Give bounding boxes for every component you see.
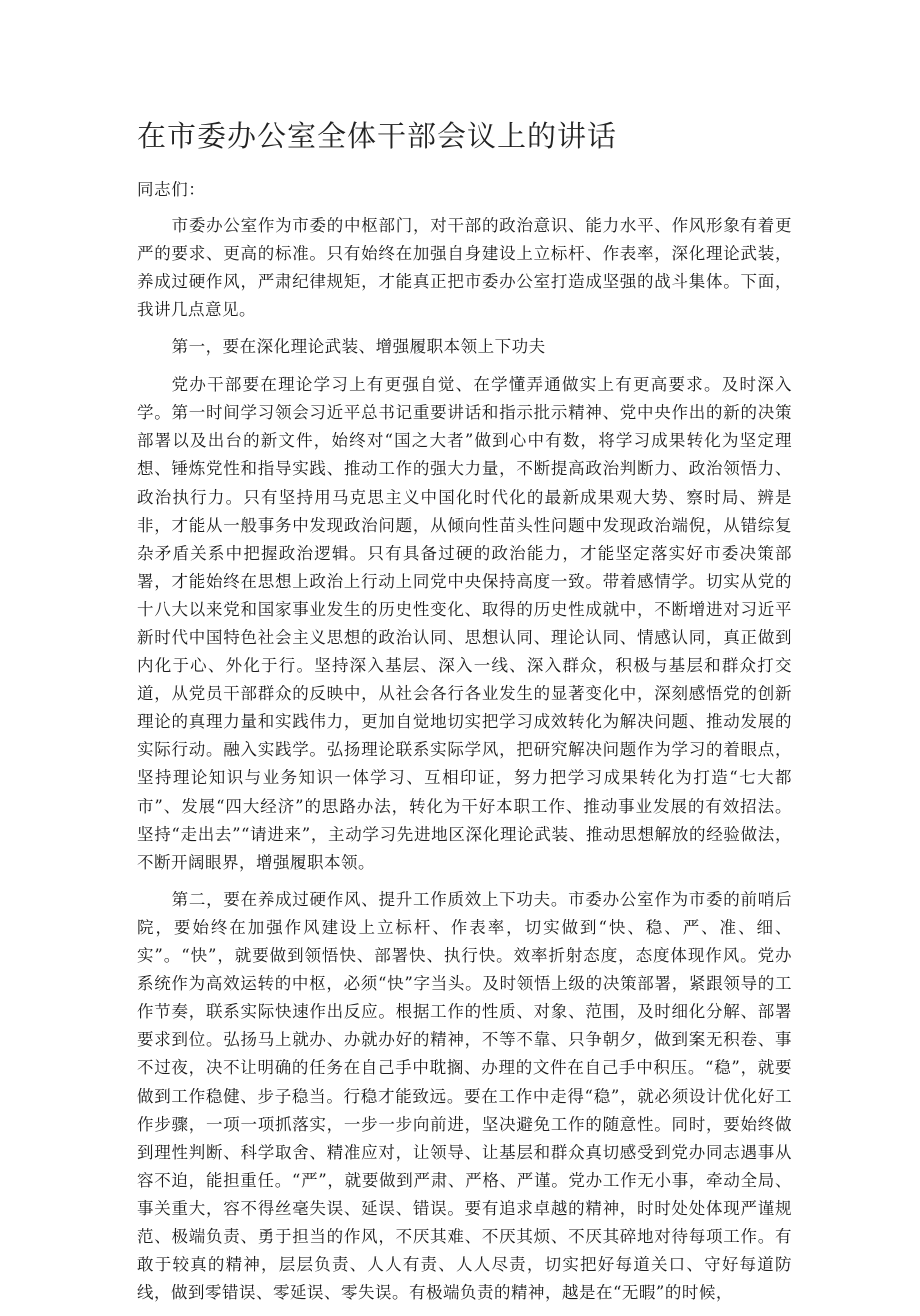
document-title: 在市委办公室全体干部会议上的讲话: [137, 119, 618, 153]
document-page: [137, 118, 792, 1316]
paragraph-theory: 党办干部要在理论学习上有更强自觉、在学懂弄通做实上有更高要求。及时深入学。第一时间学习领会习近平总书记重要讲话和指示批示精神、党中央作出的新的决策部署以及出台的新文件，始终对“国之大者”做到心中有数，将学习成果转化为坚定理想、锤炼党性和指导实践、推动工作的强大力量，不断提高政治判断力、政治领悟力、政治执行力。只有坚持用马克思主义中国化时代化的最新成果观大势、察时局、辨是非，才能从一般事务中发现政治问题，从倾向性苗头性问题中发现政治端倪，从错综复杂矛盾关系中把握政治逻辑。只有具备过硬的政治能力，才能坚定落实好市委决策部署，才能始终在思想上政治上行动上同党中央保持高度一致。带着感情学。切实从党的十八大以来党和国家事业发生的历史性变化、取得的历史性成就中，不断增进对习近平新时代中国特色社会主义思想的政治认同、思想认同、理论认同、情感认同，真正做到内化于心、外化于行。坚持深入基层、深入一线、深入群众，积极与基层和群众打交道，从党员干部群众的反映中，从社会各行各业发生的显著变化中，深刻感悟党的创新理论的真理力量和实践伟力，更加自觉地切实把学习成效转化为解决问题、推动发展的实际行动。融入实践学。弘扬理论联系实际学风，把研究解决问题作为学习的着眼点，坚持理论知识与业务知识一体学习、互相印证，努力把学习成果转化为打造“七大都市”、发展“四大经济”的思路办法，转化为干好本职工作、推动事业发展的有效招法。坚持“走出去”“请进来”，主动学习先进地区深化理论武装、推动思想解放的经验做法，不断开阔眼界，增强履职本领。: [137, 375, 792, 872]
salutation: 同志们：: [137, 179, 206, 199]
paragraph-intro: 市委办公室作为市委的中枢部门，对干部的政治意识、能力水平、作风形象有着更严的要求、更高的标准。只有始终在加强自身建设上立标杆、作表率，深化理论武装，养成过硬作风，严肃纪律规矩，才能真正把市委办公室打造成坚强的战斗集体。下面，我讲几点意见。: [137, 215, 792, 319]
paragraph-second-style: 第二，要在养成过硬作风、提升工作质效上下功夫。市委办公室作为市委的前哨后院，要始终在加强作风建设上立标杆、作表率，切实做到“快、稳、严、准、细、实”。“快”，就要做到领悟快、部署快、执行快。效率折射态度，态度体现作风。党办系统作为高效运转的中枢，必须“快”字当头。及时领悟上级的决策部署，紧跟领导的工作节奏，联系实际快速作出反应。根据工作的性质、对象、范围，及时细化分解、部署要求到位。弘扬马上就办、办就办好的精神，不等不靠、只争朝夕，做到案无积卷、事不过夜，决不让明确的任务在自己手中耽搁、办理的文件在自己手中积压。“稳”，就要做到工作稳健、步子稳当。行稳才能致远。要在工作中走得“稳”，就必须设计优化好工作步骤，一项一项抓落实，一步一步向前进，坚决避免工作的随意性。同时，要始终做到理性判断、科学取舍、精准应对，让领导、让基层和群众真切感受到党办同志遇事从容不迫，能担重任。“严”，就要做到严肃、严格、严谨。党办工作无小事，牵动全局、事关重大，容不得丝毫失误、延误、错误。要有追求卓越的精神，时时处处体现严谨规范、极端负责、勇于担当的作风，不厌其难、不厌其烦、不厌其碎地对待每项工作。有敢于较真的精神，层层负责、人人有责、人人尽责，切实把好每道关口、守好每道防线，做到零错误、零延误、零失误。有极端负责的精神，越是在“无暇”的时候，: [137, 889, 792, 1303]
section-heading-first: 第一，要在深化理论武装、增强履职本领上下功夫: [171, 337, 546, 357]
